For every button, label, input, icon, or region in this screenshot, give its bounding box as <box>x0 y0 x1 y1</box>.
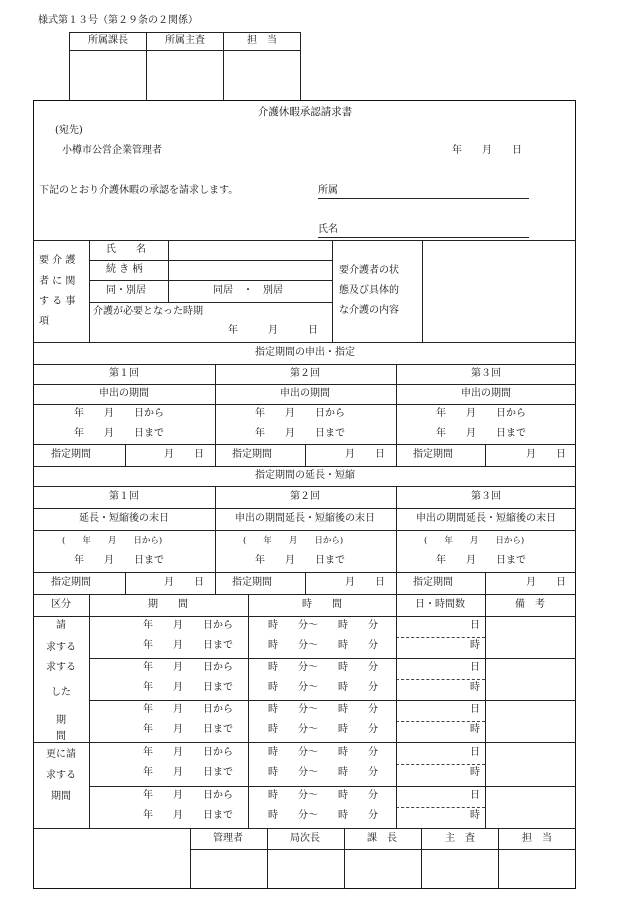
ext-designated-md-1: 月 日 <box>164 577 204 588</box>
req-label-3: 求する <box>46 662 76 673</box>
req-row-time-10: 時 分～ 時 分 <box>268 810 378 821</box>
req-header-count: 日・時間数 <box>415 599 465 610</box>
req-header-period: 期 間 <box>148 599 188 610</box>
extension-paren-3: ( 年 月 日から) <box>424 536 525 546</box>
ext-designated-md-2: 月 日 <box>345 577 385 588</box>
req-row-time-6: 時 分～ 時 分 <box>268 724 378 735</box>
designation-to-2: 年 月 日まで <box>255 428 345 439</box>
req-row-date-3: 年 月 日から <box>143 662 233 673</box>
ext-designated-label-3: 指定期間 <box>413 577 453 588</box>
req-row-time-2: 時 分～ 時 分 <box>268 640 378 651</box>
extension-col-label-3: 申出の期間延長・短縮後の末日 <box>416 513 556 524</box>
req-header-remarks: 備 考 <box>515 599 545 610</box>
request-date: 年 月 日 <box>452 145 522 156</box>
req-row-date-10: 年 月 日まで <box>143 810 233 821</box>
care-condition-label-3: な介護の内容 <box>339 305 399 316</box>
req-row-time-5: 時 分～ 時 分 <box>268 704 378 715</box>
req-row-date-4: 年 月 日まで <box>143 682 233 693</box>
req-row-time-9: 時 分～ 時 分 <box>268 790 378 801</box>
designation-heading: 指定期間の申出・指定 <box>255 347 355 358</box>
bottom-approval-header-4: 主 査 <box>445 833 475 844</box>
bottom-approval-header-5: 担 当 <box>522 833 552 844</box>
care-relation-label: 続 き 柄 <box>106 264 143 275</box>
care-living-label: 同・別居 <box>106 285 146 296</box>
designated-label-1: 指定期間 <box>51 449 91 460</box>
ext-designated-md-3: 月 日 <box>526 577 566 588</box>
extension-round-1: 第１回 <box>109 491 139 502</box>
name-label: 氏名 <box>318 224 338 235</box>
addressee: 小樽市公営企業管理者 <box>62 145 162 156</box>
ext-designated-label-2: 指定期間 <box>232 577 272 588</box>
designation-from-1: 年 月 日から <box>74 408 164 419</box>
top-approval-header-1: 所属課長 <box>88 35 128 46</box>
req-row-unit-7: 日 <box>470 747 480 758</box>
care-start-label: 介護が必要となった時期 <box>93 306 203 317</box>
designation-from-2: 年 月 日から <box>255 408 345 419</box>
designation-period-label-2: 申出の期間 <box>280 388 330 399</box>
care-side-label-3: す る 事 <box>39 296 76 307</box>
req-row-time-4: 時 分～ 時 分 <box>268 682 378 693</box>
extension-to-3: 年 月 日まで <box>436 555 526 566</box>
req-row-time-7: 時 分～ 時 分 <box>268 747 378 758</box>
designated-md-1: 月 日 <box>164 449 204 460</box>
ext-designated-label-1: 指定期間 <box>51 577 91 588</box>
affiliation-label: 所属 <box>318 185 338 196</box>
designation-from-3: 年 月 日から <box>436 408 526 419</box>
req-row-date-7: 年 月 日から <box>143 747 233 758</box>
designation-to-1: 年 月 日まで <box>74 428 164 439</box>
req-row-unit-1: 日 <box>470 620 480 631</box>
req-row-date-6: 年 月 日まで <box>143 724 233 735</box>
req-row-unit-2: 時 <box>470 640 480 651</box>
req-header-category: 区分 <box>51 599 71 610</box>
req-row-unit-6: 時 <box>470 724 480 735</box>
care-name-label: 氏 名 <box>106 244 146 255</box>
req-row-unit-9: 日 <box>470 790 480 801</box>
designation-round-2: 第２回 <box>290 368 320 379</box>
req-header-time: 時 間 <box>302 599 342 610</box>
req-row-unit-4: 時 <box>470 682 480 693</box>
designated-md-2: 月 日 <box>345 449 385 460</box>
req-label-4: した <box>51 687 71 698</box>
bottom-approval-header-1: 管理者 <box>213 833 243 844</box>
designated-md-3: 月 日 <box>526 449 566 460</box>
extension-col-label-2: 申出の期間延長・短縮後の末日 <box>235 513 375 524</box>
care-side-label-4: 項 <box>39 316 49 327</box>
req-row-date-1: 年 月 日から <box>143 620 233 631</box>
req-row-date-9: 年 月 日から <box>143 790 233 801</box>
top-approval-header-3: 担 当 <box>247 35 277 46</box>
extension-to-1: 年 月 日まで <box>74 555 164 566</box>
further-label-1: 更に請 <box>46 749 76 760</box>
extension-round-2: 第２回 <box>290 491 320 502</box>
req-label-5: 期 <box>56 715 66 726</box>
req-row-unit-5: 日 <box>470 704 480 715</box>
req-row-date-5: 年 月 日から <box>143 704 233 715</box>
extension-to-2: 年 月 日まで <box>255 555 345 566</box>
extension-paren-1: ( 年 月 日から) <box>62 536 163 546</box>
req-row-time-8: 時 分～ 時 分 <box>268 767 378 778</box>
addressee-prefix: (宛先) <box>55 125 83 136</box>
care-start-date: 年 月 日 <box>228 325 318 336</box>
form-title: 介護休暇承認請求書 <box>257 106 353 118</box>
bottom-approval-header-3: 課 長 <box>367 833 397 844</box>
extension-col-label-1: 延長・短縮後の末日 <box>79 513 169 524</box>
care-side-label-2: 者 に 関 <box>39 276 76 287</box>
req-row-date-8: 年 月 日まで <box>143 767 233 778</box>
further-label-3: 期間 <box>51 791 71 802</box>
care-living-options: 同居 ・ 別居 <box>213 285 283 296</box>
designation-to-3: 年 月 日まで <box>436 428 526 439</box>
designated-label-3: 指定期間 <box>413 449 453 460</box>
further-label-2: 求する <box>46 770 76 781</box>
designation-round-1: 第１回 <box>109 368 139 379</box>
designation-period-label-1: 申出の期間 <box>99 388 149 399</box>
extension-paren-2: ( 年 月 日から) <box>243 536 344 546</box>
care-side-label-1: 要 介 護 <box>39 255 76 266</box>
req-label-1: 請 <box>56 620 66 631</box>
designation-round-3: 第３回 <box>471 368 501 379</box>
care-condition-label-1: 要介護者の状 <box>339 265 399 276</box>
req-row-unit-10: 時 <box>470 810 480 821</box>
req-row-time-3: 時 分～ 時 分 <box>268 662 378 673</box>
req-row-date-2: 年 月 日まで <box>143 640 233 651</box>
extension-round-3: 第３回 <box>471 491 501 502</box>
designation-period-label-3: 申出の期間 <box>461 388 511 399</box>
bottom-approval-header-2: 局次長 <box>290 833 320 844</box>
req-row-time-1: 時 分～ 時 分 <box>268 620 378 631</box>
req-row-unit-8: 時 <box>470 767 480 778</box>
req-label-6: 間 <box>56 731 66 742</box>
req-label-2: 求する <box>46 642 76 653</box>
form-code: 様式第１３号（第２９条の２関係） <box>38 15 198 26</box>
top-approval-header-2: 所属主査 <box>165 35 205 46</box>
designated-label-2: 指定期間 <box>232 449 272 460</box>
intro-text: 下記のとおり介護休暇の承認を請求します。 <box>39 185 239 196</box>
req-row-unit-3: 日 <box>470 662 480 673</box>
extension-heading: 指定期間の延長・短縮 <box>255 470 355 481</box>
care-condition-label-2: 態及び具体的 <box>339 285 399 296</box>
